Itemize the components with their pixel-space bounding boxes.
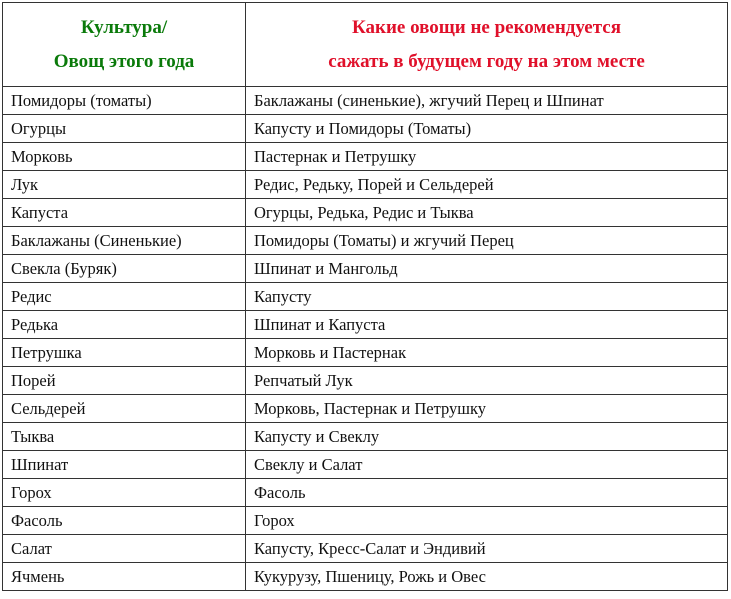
table-header-row [3,3,728,87]
crop-cell: Баклажаны (Синенькие) [3,227,246,255]
table-row [3,255,728,283]
crop-cell: Сельдерей [3,395,246,423]
table-row [3,423,728,451]
table-row [3,283,728,311]
crop-cell: Свекла (Буряк) [3,255,246,283]
header-left-line1: Культура/ [80,16,168,38]
avoid-cell: Баклажаны (синенькие), жгучий Перец и Шпинат [246,87,728,115]
avoid-cell: Редис, Редьку, Порей и Сельдерей [246,171,728,199]
header-right-line2: сажать в будущем году на этом месте [328,50,645,72]
table-row [3,451,728,479]
table-row [3,199,728,227]
avoid-cell: Шпинат и Капуста [246,311,728,339]
crop-cell: Морковь [3,143,246,171]
crop-rotation-table [2,2,728,591]
crop-cell: Редис [3,283,246,311]
avoid-cell: Репчатый Лук [246,367,728,395]
table-row [3,367,728,395]
crop-cell: Порей [3,367,246,395]
avoid-cell: Свеклу и Салат [246,451,728,479]
table-row [3,395,728,423]
crop-cell: Шпинат [3,451,246,479]
header-not-recommended-next-year [246,3,728,87]
crop-cell: Лук [3,171,246,199]
avoid-cell: Морковь, Пастернак и Петрушку [246,395,728,423]
crop-cell: Тыква [3,423,246,451]
avoid-cell: Горох [246,507,728,535]
crop-cell: Горох [3,479,246,507]
table-row [3,507,728,535]
crop-cell: Капуста [3,199,246,227]
table-row [3,339,728,367]
avoid-cell: Помидоры (Томаты) и жгучий Перец [246,227,728,255]
table-row [3,143,728,171]
table-row [3,87,728,115]
table-row [3,479,728,507]
crop-cell: Огурцы [3,115,246,143]
avoid-cell: Морковь и Пастернак [246,339,728,367]
table-row [3,227,728,255]
avoid-cell: Шпинат и Мангольд [246,255,728,283]
crop-cell: Помидоры (томаты) [3,87,246,115]
crop-cell: Салат [3,535,246,563]
table-row [3,311,728,339]
table-row [3,535,728,563]
avoid-cell: Капусту, Кресс-Салат и Эндивий [246,535,728,563]
header-left-line2: Овощ этого года [53,50,195,72]
header-right-line1: Какие овощи не рекомендуется [351,16,622,38]
crop-cell: Петрушка [3,339,246,367]
crop-cell: Фасоль [3,507,246,535]
avoid-cell: Кукурузу, Пшеницу, Рожь и Овес [246,563,728,591]
table-row [3,563,728,591]
crop-cell: Ячмень [3,563,246,591]
avoid-cell: Капусту [246,283,728,311]
table-row [3,171,728,199]
table-row [3,115,728,143]
avoid-cell: Пастернак и Петрушку [246,143,728,171]
header-crop-this-year [3,3,246,87]
crop-cell: Редька [3,311,246,339]
avoid-cell: Капусту и Свеклу [246,423,728,451]
avoid-cell: Фасоль [246,479,728,507]
avoid-cell: Огурцы, Редька, Редис и Тыква [246,199,728,227]
avoid-cell: Капусту и Помидоры (Томаты) [246,115,728,143]
